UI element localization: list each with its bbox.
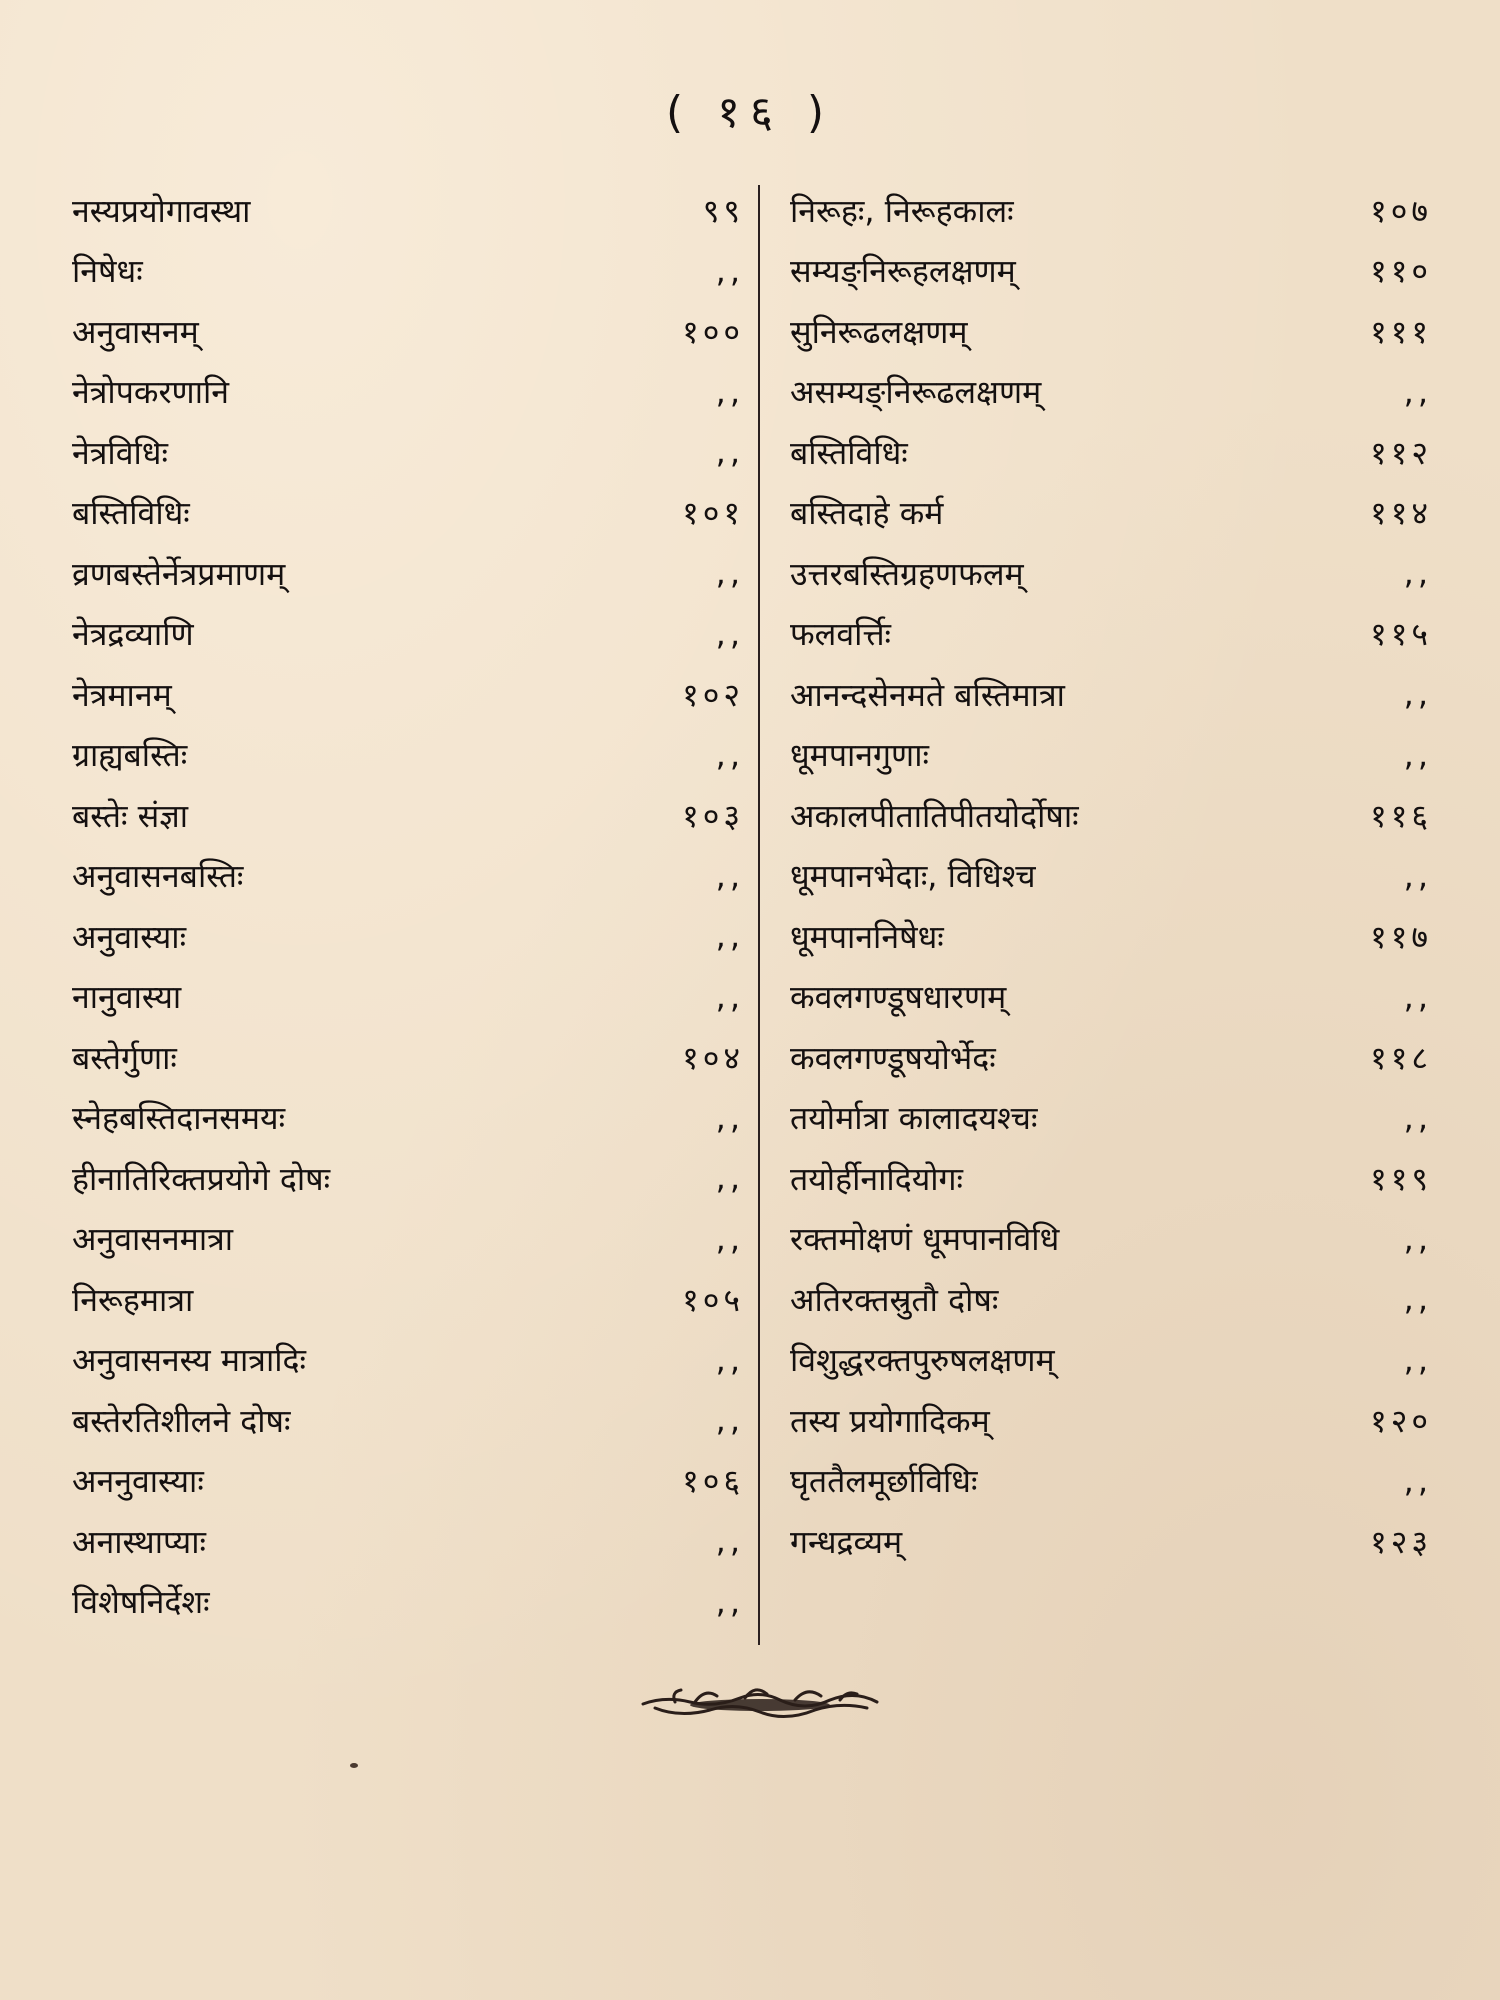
entry-title: अनुवासनस्य मात्रादिः [72,1341,306,1380]
entry-page-number: ,, [715,1582,744,1621]
index-entry [72,1511,752,1572]
entry-page-number: ,, [715,1219,744,1258]
index-entry [790,1390,1450,1451]
entry-title: बस्तेरतिशीलने दोषः [72,1401,291,1440]
entry-title: उत्तरबस्तिग्रहणफलम् [790,554,1024,593]
entry-page-number: १०१ [682,494,744,533]
entry-title: निषेधः [72,252,143,291]
entry-title: ग्राह्यबस्तिः [72,736,188,775]
index-entry [790,725,1450,786]
entry-title: असम्यङ्निरूढलक्षणम् [790,373,1042,412]
index-entry [72,785,752,846]
index-entry [790,1209,1450,1270]
entry-page-number: १२३ [1370,1522,1432,1561]
entry-title: घृततैलमूर्छाविधिः [790,1462,978,1501]
index-entry [790,483,1450,544]
entry-title: बस्तेर्गुणाः [72,1038,177,1077]
entry-page-number: ११० [1370,252,1432,291]
index-entry [72,543,752,604]
index-entry [72,362,752,423]
entry-page-number: १०४ [682,1038,744,1077]
index-entry [72,1027,752,1088]
index-column-left [72,180,752,1632]
page-number: ( १६ ) [665,87,835,138]
entry-title: अनुवासनबस्तिः [72,857,244,896]
entry-page-number: ,, [715,856,744,895]
index-entry [790,967,1450,1028]
entry-page-number: ११५ [1370,615,1432,654]
entry-page-number: १११ [1370,312,1432,351]
entry-title: कवलगण्डूषधारणम् [790,978,1007,1017]
entry-page-number: ,, [1403,977,1432,1016]
entry-page-number: ,, [1403,735,1432,774]
index-entry [72,422,752,483]
entry-page-number: १०६ [682,1462,744,1501]
entry-page-number: १०० [682,312,744,351]
entry-page-number: ,, [715,372,744,411]
entry-page-number: ११७ [1370,917,1432,956]
index-entry [72,180,752,241]
index-entry [72,1390,752,1451]
index-entry [72,604,752,665]
entry-page-number: ,, [715,433,744,472]
entry-title: नेत्रद्रव्याणि [72,615,194,654]
index-entry [72,1572,752,1633]
entry-page-number: ,, [1403,1219,1432,1258]
entry-page-number: १०५ [682,1280,744,1319]
index-entry [790,301,1450,362]
entry-title: व्रणबस्तेर्नेत्रप्रमाणम् [72,554,286,593]
entry-title: रक्तमोक्षणं धूमपानविधि [790,1220,1060,1259]
index-entry [72,967,752,1028]
index-entry [790,1330,1450,1391]
entry-title: बस्तिदाहे कर्म [790,494,944,533]
entry-title: फलवर्त्तिः [790,615,892,654]
entry-title: विशेषनिर्देशः [72,1583,210,1622]
entry-page-number: १०३ [682,796,744,835]
entry-page-number: ,, [715,1340,744,1379]
entry-title: धूमपानभेदाः, विधिश्च [790,857,1036,896]
entry-title: धूमपाननिषेधः [790,917,944,956]
entry-page-number: १०७ [1370,191,1432,230]
entry-title: नेत्रोपकरणानि [72,373,230,412]
index-entry [72,1088,752,1149]
entry-title: बस्तिविधिः [72,494,190,533]
entry-page-number: ,, [1403,1340,1432,1379]
entry-title: आनन्दसेनमते बस्तिमात्रा [790,675,1065,714]
index-entry [790,422,1450,483]
index-entry [790,543,1450,604]
index-entry [72,483,752,544]
entry-page-number: ,, [715,1522,744,1561]
index-entry [72,664,752,725]
entry-page-number: ,, [1403,1461,1432,1500]
index-column-right [790,180,1450,1572]
entry-page-number: ,, [715,1159,744,1198]
entry-title: अनुवासनमात्रा [72,1220,234,1259]
entry-title: बस्तेः संज्ञा [72,796,189,835]
entry-page-number: १०२ [682,675,744,714]
index-entry [790,1451,1450,1512]
column-divider [758,185,760,1645]
entry-title: अनास्थाप्याः [72,1522,206,1561]
entry-title: तयोर्हीनादियोगः [790,1159,964,1198]
entry-title: तस्य प्रयोगादिकम् [790,1401,990,1440]
index-entry [790,785,1450,846]
index-entry [790,1148,1450,1209]
index-entry [72,846,752,907]
entry-page-number: ,, [715,977,744,1016]
entry-title: नेत्रविधिः [72,433,168,472]
index-entry [72,301,752,362]
entry-page-number: ११८ [1370,1038,1432,1077]
entry-page-number: ,, [1403,1098,1432,1137]
entry-title: तयोर्मात्रा कालादयश्चः [790,1099,1038,1138]
entry-page-number: १२० [1370,1401,1432,1440]
index-entry [72,1269,752,1330]
entry-page-number: ११४ [1370,494,1432,533]
entry-title: अकालपीतातिपीतयोर्दोषाः [790,796,1079,835]
index-entry [790,1511,1450,1572]
index-entry [790,180,1450,241]
entry-page-number: ,, [715,1098,744,1137]
index-entry [72,1148,752,1209]
entry-page-number: ,, [1403,554,1432,593]
index-entry [790,846,1450,907]
entry-page-number: ,, [715,554,744,593]
entry-page-number: ,, [1403,856,1432,895]
entry-page-number: ,, [715,251,744,290]
index-entry [72,1451,752,1512]
entry-title: हीनातिरिक्तप्रयोगे दोषः [72,1159,331,1198]
entry-title: गन्धद्रव्यम् [790,1522,903,1561]
index-entry [790,241,1450,302]
entry-title: अनुवास्याः [72,917,187,956]
index-entry [790,1269,1450,1330]
entry-title: विशुद्धरक्तपुरुषलक्षणम् [790,1341,1055,1380]
index-entry [72,1330,752,1391]
index-entry [790,1027,1450,1088]
index-entry [72,241,752,302]
entry-title: सम्यङ्निरूहलक्षणम् [790,252,1016,291]
entry-title: निरूहः, निरूहकालः [790,191,1014,230]
entry-page-number: ११९ [1370,1159,1432,1198]
entry-title: कवलगण्डूषयोर्भेदः [790,1038,996,1077]
index-entry [790,664,1450,725]
entry-title: स्नेहबस्तिदानसमयः [72,1099,286,1138]
entry-title: अननुवास्याः [72,1462,204,1501]
entry-page-number: ,, [1403,675,1432,714]
index-entry [72,1209,752,1270]
paper-speck [350,1763,358,1768]
entry-title: सुनिरूढलक्षणम् [790,312,968,351]
index-entry [790,906,1450,967]
entry-title: अनुवासनम् [72,312,199,351]
entry-page-number: ,, [715,614,744,653]
entry-title: निरूहमात्रा [72,1280,194,1319]
entry-page-number: ९९ [702,191,744,230]
ornament-flourish [635,1678,885,1728]
entry-page-number: ,, [715,735,744,774]
entry-page-number: ,, [1403,1280,1432,1319]
entry-title: अतिरक्तस्रुतौ दोषः [790,1280,999,1319]
index-entry [72,725,752,786]
entry-title: नस्यप्रयोगावस्था [72,191,251,230]
index-entry [790,362,1450,423]
entry-title: धूमपानगुणाः [790,736,929,775]
index-entry [790,604,1450,665]
entry-title: बस्तिविधिः [790,433,908,472]
entry-page-number: ११६ [1370,796,1432,835]
entry-page-number: ११२ [1370,433,1432,472]
entry-page-number: ,, [715,917,744,956]
entry-page-number: ,, [715,1401,744,1440]
entry-title: नेत्रमानम् [72,675,172,714]
index-entry [72,906,752,967]
entry-title: नानुवास्या [72,978,182,1017]
entry-page-number: ,, [1403,372,1432,411]
index-entry [790,1088,1450,1149]
